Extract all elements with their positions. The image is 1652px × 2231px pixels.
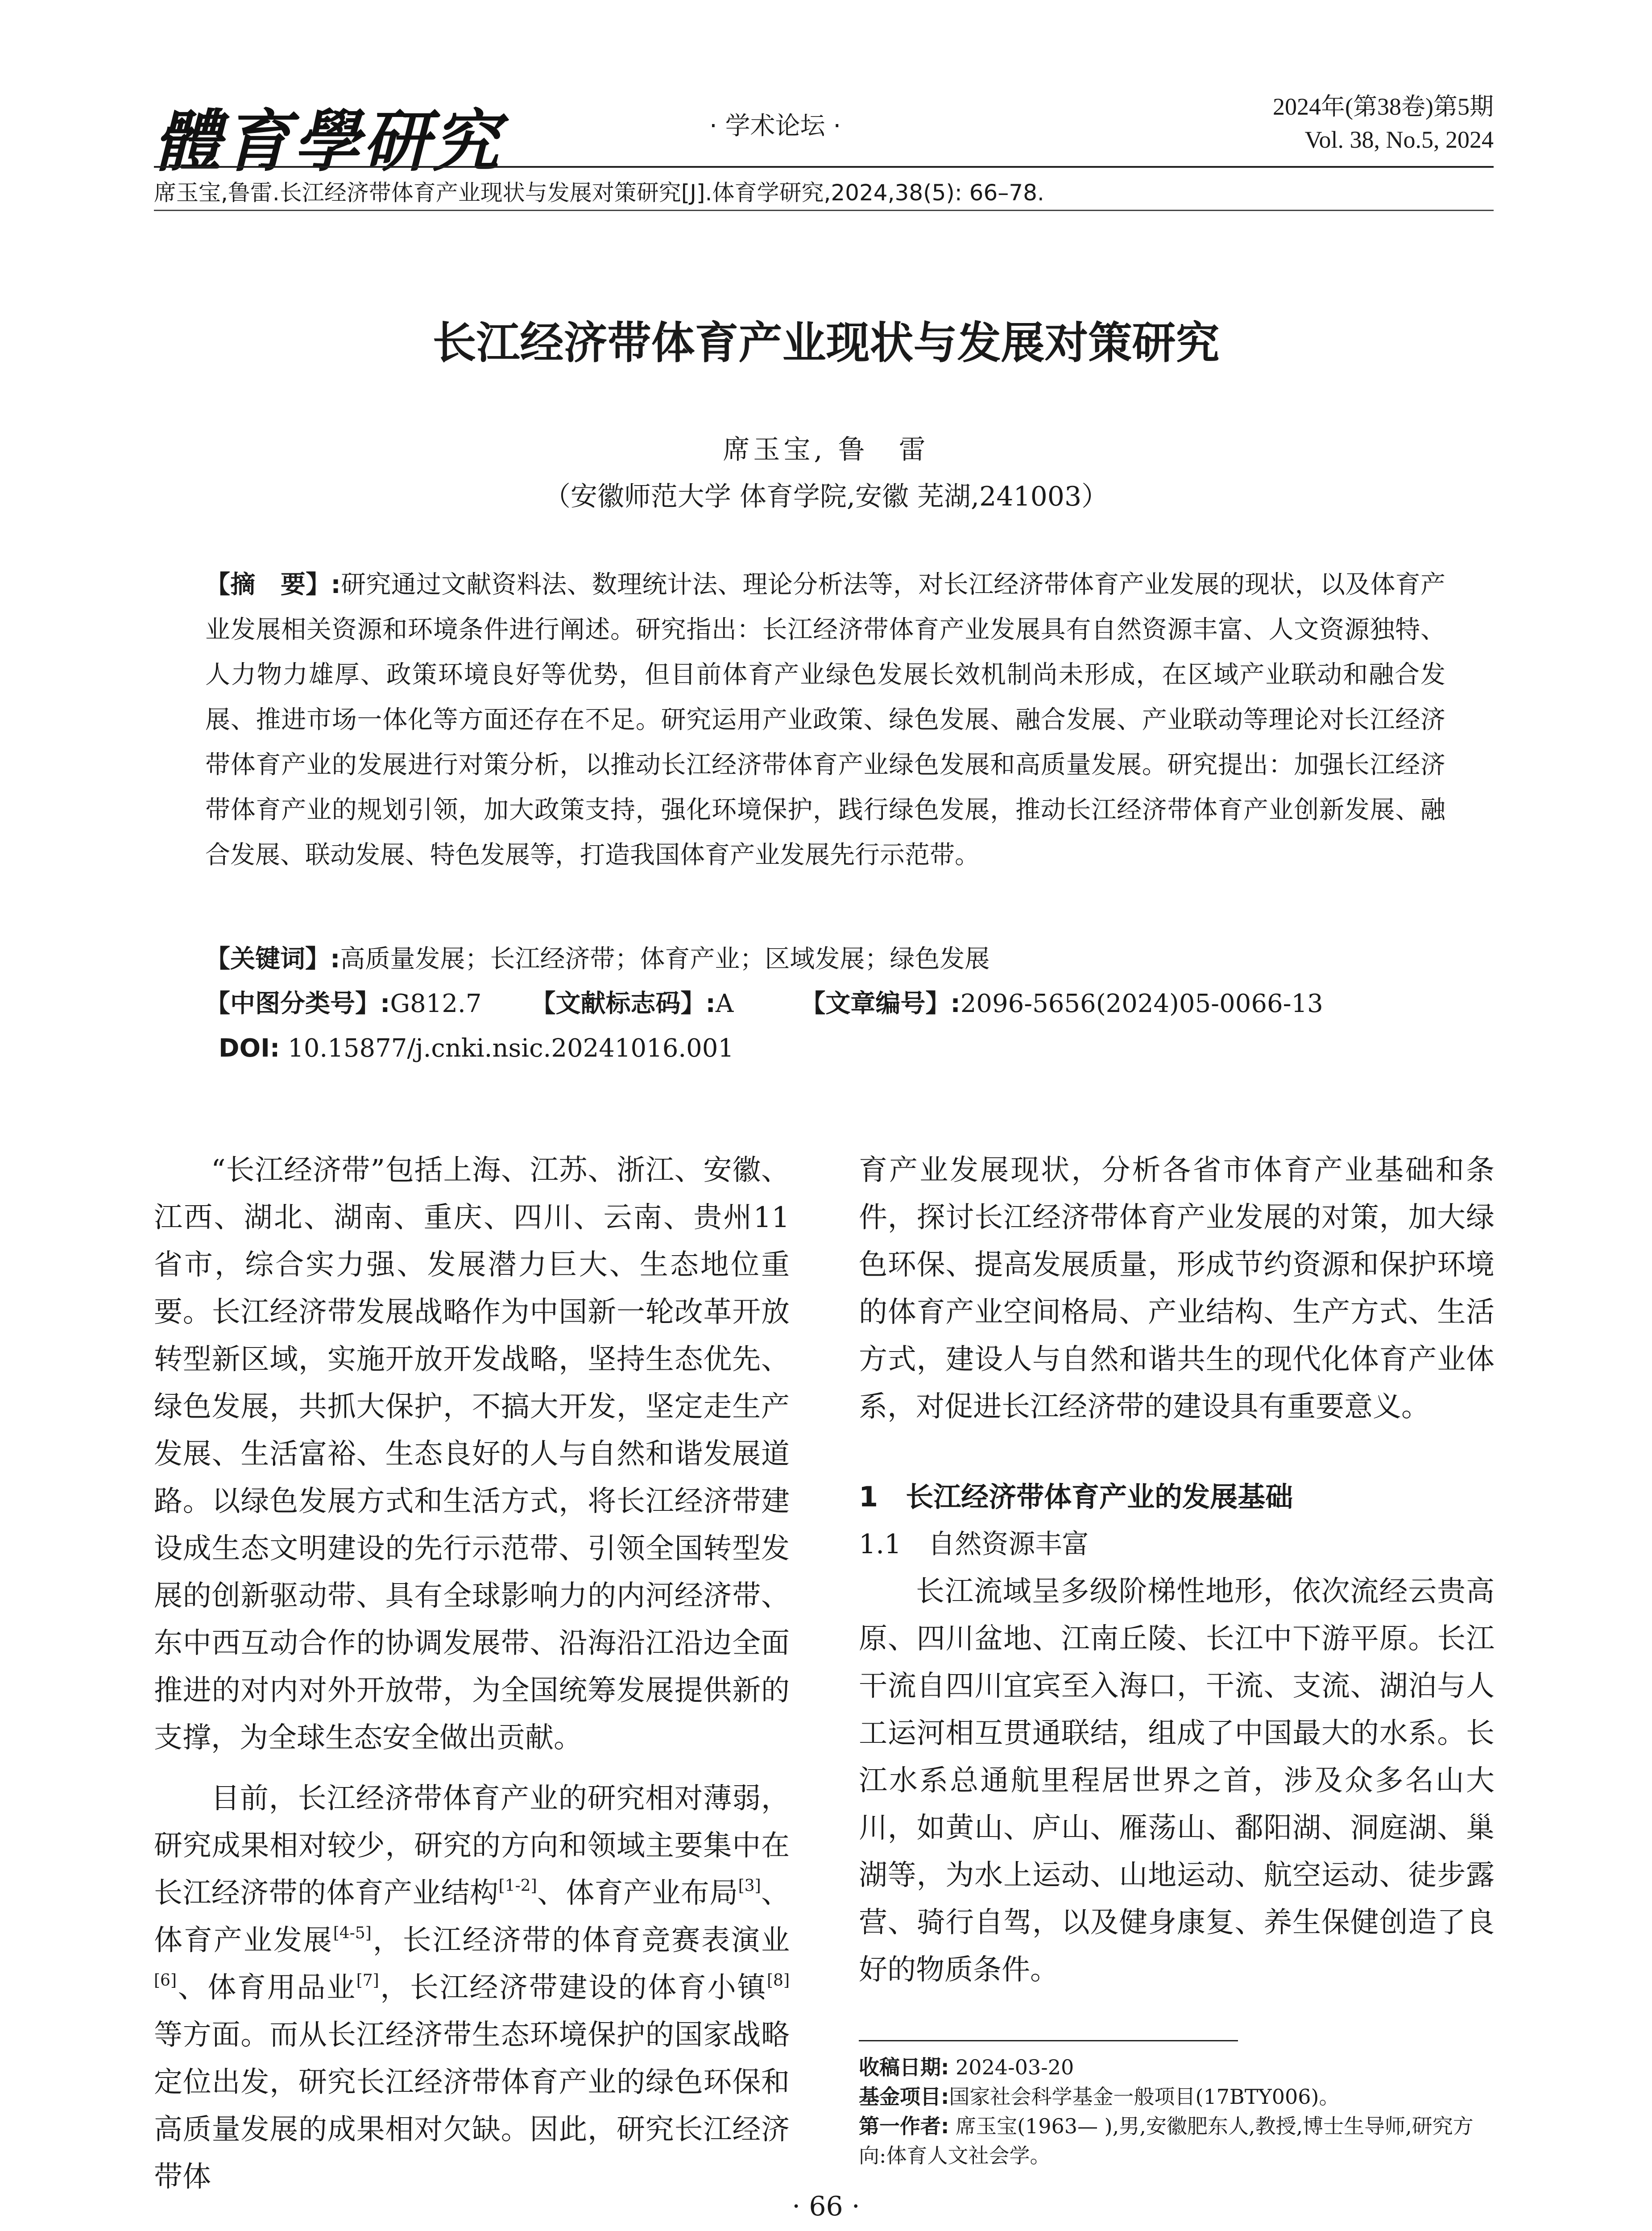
keywords-label: 【关键词】: bbox=[205, 945, 340, 974]
article-no-value: 2096-5656(2024)05-0066-13 bbox=[960, 989, 1323, 1018]
doc-code-label: 【文献标志码】: bbox=[530, 989, 716, 1018]
classification-line bbox=[205, 982, 1445, 1026]
body-left-column bbox=[154, 1147, 790, 2201]
reference-marker[interactable]: [8] bbox=[767, 1971, 790, 1990]
citation-rule bbox=[154, 210, 1494, 211]
reference-marker[interactable]: [1-2] bbox=[498, 1877, 537, 1895]
affiliation: （安徽师范大学 体育学院,安徽 芜湖,241003） bbox=[543, 481, 1109, 512]
column-name: · 学术论坛 · bbox=[709, 112, 841, 141]
body-paragraph: 长江流域呈多级阶梯性地形，依次流经云贵高原、四川盆地、江南丘陵、长江中下游平原。长江干流自四川宜宾至入海口，干流、支流、湖泊与人工运河相互贯通联结，组成了中国最大的水系。长江水系总通航里程居世界之首，涉及众多名山大川，如黄山、庐山、雁荡山、鄱阳湖、洞庭湖、巢湖等，为水上运动、山地运动、航空运动、徒步露营、骑行自驾，以及健身康复、养生保健创造了良好的物质条件。 bbox=[859, 1575, 1495, 1986]
keywords bbox=[205, 937, 1445, 982]
first-author: 第一作者: 席玉宝(1963— ),男,安徽肥东人,教授,博士生导师,研究方向:体育人文社会学。 bbox=[859, 2114, 1474, 2168]
article-title: 长江经济带体育产业现状与发展对策研究 bbox=[432, 318, 1220, 369]
issue-info-en: Vol. 38, No.5, 2024 bbox=[1304, 126, 1494, 153]
section-heading: 1 长江经济带体育产业的发展基础 bbox=[859, 1480, 1293, 1513]
footnote-rule bbox=[859, 2040, 1238, 2041]
abstract-text: 研究通过文献资料法、数理统计法、理论分析法等，对长江经济带体育产业发展的现状，以及体育产业发展相关资源和环境条件进行阐述。研究指出：长江经济带体育产业发展具有自然资源丰富、人文资源独特、人力物力雄厚、政策环境良好等优势，但目前体育产业绿色发展长效机制尚未形成，在区域产业联动和融合发展、推进市场一体化等方面还存在不足。研究运用产业政策、绿色发展、融合发展、产业联动等理论对长江经济带体育产业的发展进行对策分析，以推动长江经济带体育产业绿色发展和高质量发展。研究提出：加强长江经济带体育产业的规划引领，加大政策支持，强化环境保护，践行绿色发展，推动长江经济带体育产业创新发展、融合发展、联动发展、特色发展等，打造我国体育产业发展先行示范带。 bbox=[205, 570, 1446, 870]
journal-logo: 體育學研究 bbox=[154, 102, 502, 181]
keywords-text: 高质量发展；长江经济带；体育产业；区域发展；绿色发展 bbox=[340, 945, 990, 974]
article-no-label: 【文章编号】: bbox=[800, 989, 961, 1018]
body-paragraph: “长江经济带”包括上海、江苏、浙江、安徽、江西、湖北、湖南、重庆、四川、云南、贵州11省市，综合实力强、发展潜力巨大、生态地位重要。长江经济带发展战略作为中国新一轮改革开放转型新区域，实施开放开发战略，坚持生态优先、绿色发展，共抓大保护，不搞大开发，坚定走生产发展、生活富裕、生态良好的人与自然和谐发展道路。以绿色发展方式和生活方式，将长江经济带建设成生态文明建设的先行示范带、引领全国转型发展的创新驱动带、具有全球影响力的内河经济带、东中西互动合作的协调发展带、沿海沿江沿边全面推进的对内对外开放带，为全国统筹发展提供新的支撑，为全球生态安全做出贡献。 bbox=[154, 1154, 790, 1754]
clc-label: 【中图分类号】: bbox=[205, 989, 390, 1018]
page-number: · 66 · bbox=[792, 2191, 860, 2222]
footnote bbox=[859, 2053, 1495, 2170]
reference-marker[interactable]: [3] bbox=[738, 1877, 761, 1895]
body-paragraph: 目前，长江经济带体育产业的研究相对薄弱，研究成果相对较少，研究的方向和领域主要集中在长江经济带的体育产业结构[1-2]、体育产业布局[3]、体育产业发展[4-5]，长江经济带的体育竞赛表演业[6]、体育用品业[7]，长江经济带建设的体育小镇[8]等方面。而从长江经济带生态环境保护的国家战略定位出发，研究长江经济带体育产业的绿色环保和高质量发展的成果相对欠缺。因此，研究长江经济带体 bbox=[154, 1782, 790, 2194]
doc-code-value: A bbox=[715, 989, 734, 1018]
body-right-column bbox=[859, 1147, 1495, 1994]
body-paragraph: 育产业发展现状，分析各省市体育产业基础和条件，探讨长江经济带体育产业发展的对策，加大绿色环保、提高发展质量，形成节约资源和保护环境的体育产业空间格局、产业结构、生产方式、生活方式，建设人与自然和谐共生的现代化体育产业体系，对促进长江经济带的建设具有重要意义。 bbox=[859, 1154, 1495, 1423]
subsection-heading: 1.1 自然资源丰富 bbox=[859, 1529, 1089, 1560]
abstract bbox=[205, 562, 1445, 878]
clc-value: G812.7 bbox=[390, 989, 482, 1018]
reference-marker[interactable]: [6] bbox=[154, 1971, 177, 1990]
doi-label: DOI: bbox=[219, 1034, 280, 1063]
received-date: 收稿日期: 2024-03-20 bbox=[859, 2055, 1074, 2079]
authors: 席玉宝, 鲁 雷 bbox=[723, 434, 929, 465]
issue-info-zh: 2024年(第38卷)第5期 bbox=[1273, 93, 1494, 120]
reference-marker[interactable]: [4-5] bbox=[333, 1924, 372, 1942]
doi-line bbox=[219, 1026, 1445, 1071]
citation-line: 席玉宝,鲁雷.长江经济带体育产业现状与发展对策研究[J].体育学研究,2024,38(5): 66–78. bbox=[154, 180, 1044, 206]
abstract-label: 【摘 要】: bbox=[205, 570, 341, 599]
doi-value: 10.15877/j.cnki.nsic.20241016.001 bbox=[288, 1034, 734, 1063]
header-rule bbox=[154, 166, 1494, 168]
fund-project: 基金项目:国家社会科学基金一般项目(17BTY006)。 bbox=[859, 2085, 1340, 2109]
reference-marker[interactable]: [7] bbox=[356, 1971, 379, 1990]
